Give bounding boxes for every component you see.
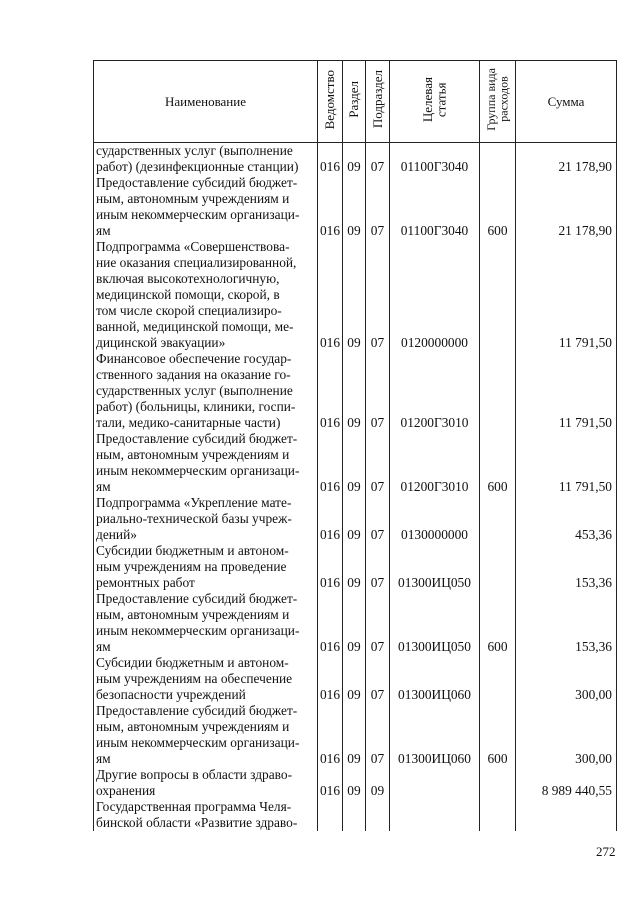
cell-celevaya-statya-text: 01100Г3040 xyxy=(400,223,469,238)
cell-vedomstvo-text: 016 xyxy=(319,639,341,654)
cell-podrazdel xyxy=(366,431,390,495)
cell-celevaya-statya xyxy=(390,799,480,831)
header-gruppa-vida-rashodov: Группа вида расходов xyxy=(480,61,516,143)
cell-celevaya-statya-text: 0120000000 xyxy=(401,335,468,350)
cell-name xyxy=(94,143,318,176)
cell-name-text: Предоставление субсидий бюджет- ным, автономным учреждениям и иным некоммерческим организаци- ям xyxy=(96,175,300,238)
cell-razdel xyxy=(343,431,366,495)
cell-summa xyxy=(516,591,617,655)
cell-razdel xyxy=(343,239,366,351)
cell-name xyxy=(94,655,318,703)
cell-razdel-text: 09 xyxy=(347,479,361,494)
table-header xyxy=(94,61,617,143)
table-row xyxy=(94,655,617,703)
table-row xyxy=(94,175,617,239)
cell-razdel xyxy=(343,143,366,176)
cell-name-text: Государственная программа Челя- бинской области «Развитие здраво- xyxy=(96,799,298,830)
cell-vedomstvo xyxy=(318,543,343,591)
table-row xyxy=(94,767,617,799)
cell-summa xyxy=(516,431,617,495)
cell-celevaya-statya xyxy=(390,495,480,543)
cell-gruppa-vida-rashodov xyxy=(480,799,516,831)
cell-vedomstvo-text: 016 xyxy=(319,415,341,430)
cell-vedomstvo xyxy=(318,767,343,799)
cell-vedomstvo xyxy=(318,495,343,543)
cell-razdel xyxy=(343,591,366,655)
cell-podrazdel-text: 07 xyxy=(370,575,385,590)
cell-razdel xyxy=(343,767,366,799)
cell-celevaya-statya xyxy=(390,175,480,239)
cell-summa-text: 11 791,50 xyxy=(558,335,612,350)
cell-vedomstvo-text: 016 xyxy=(319,687,341,702)
cell-podrazdel xyxy=(366,351,390,431)
cell-name xyxy=(94,543,318,591)
table-row xyxy=(94,495,617,543)
cell-vedomstvo-text: 016 xyxy=(319,335,341,350)
cell-summa-text: 153,36 xyxy=(575,639,612,654)
cell-summa-text: 453,36 xyxy=(575,527,612,542)
header-vedomstvo: Ведомство xyxy=(318,61,343,143)
cell-summa-text: 8 989 440,55 xyxy=(541,783,612,798)
cell-celevaya-statya-text: 01200Г3010 xyxy=(400,479,469,494)
cell-name xyxy=(94,591,318,655)
page-number: 272 xyxy=(596,844,616,859)
cell-celevaya-statya xyxy=(390,143,480,176)
cell-vedomstvo xyxy=(318,239,343,351)
cell-podrazdel xyxy=(366,495,390,543)
cell-vedomstvo-text: 016 xyxy=(319,159,341,174)
cell-summa xyxy=(516,703,617,767)
cell-name xyxy=(94,495,318,543)
cell-celevaya-statya xyxy=(390,591,480,655)
cell-vedomstvo-text: 016 xyxy=(319,479,341,494)
cell-name-text: Предоставление субсидий бюджет- ным, автономным учреждениям и иным некоммерческим организаци- ям xyxy=(96,591,300,654)
cell-name-text: Субсидии бюджетным и автоном- ным учреждениям на проведение ремонтных работ xyxy=(96,543,289,590)
cell-gruppa-vida-rashodov-text: 600 xyxy=(487,751,508,766)
cell-name xyxy=(94,239,318,351)
table-row xyxy=(94,351,617,431)
cell-razdel xyxy=(343,175,366,239)
cell-podrazdel-text: 07 xyxy=(370,479,385,494)
cell-summa xyxy=(516,143,617,176)
cell-summa xyxy=(516,351,617,431)
cell-razdel-text: 09 xyxy=(347,527,361,542)
cell-podrazdel xyxy=(366,767,390,799)
cell-name-text: сударственных услуг (выполнение работ) (дезинфекционные станции) xyxy=(96,143,299,174)
table-row xyxy=(94,239,617,351)
cell-podrazdel xyxy=(366,799,390,831)
cell-celevaya-statya-text: 01100Г3040 xyxy=(400,159,469,174)
cell-celevaya-statya xyxy=(390,543,480,591)
table-row xyxy=(94,143,617,176)
cell-podrazdel xyxy=(366,543,390,591)
cell-gruppa-vida-rashodov xyxy=(480,239,516,351)
header-name: Наименование xyxy=(94,61,318,143)
cell-vedomstvo xyxy=(318,175,343,239)
cell-celevaya-statya-text: 01300ИЦ060 xyxy=(398,687,471,702)
cell-summa-text: 21 178,90 xyxy=(558,223,612,238)
cell-celevaya-statya-text: 01300ИЦ050 xyxy=(398,575,471,590)
cell-podrazdel-text: 07 xyxy=(370,415,385,430)
cell-name-text: Другие вопросы в области здраво- охранения xyxy=(96,767,293,798)
cell-podrazdel-text: 07 xyxy=(370,335,385,350)
cell-razdel xyxy=(343,703,366,767)
cell-vedomstvo-text: 016 xyxy=(319,575,341,590)
cell-podrazdel-text: 07 xyxy=(370,751,385,766)
cell-summa xyxy=(516,495,617,543)
cell-razdel-text: 09 xyxy=(347,223,361,238)
cell-vedomstvo-text: 016 xyxy=(319,783,341,798)
cell-vedomstvo xyxy=(318,799,343,831)
cell-razdel-text: 09 xyxy=(347,415,361,430)
cell-summa xyxy=(516,767,617,799)
cell-razdel xyxy=(343,495,366,543)
cell-podrazdel xyxy=(366,143,390,176)
cell-name-text: Подпрограмма «Совершенствова- ние оказания специализированной, включая высокотехнологичную, медицинской помощи, скорой, в том числе скорой специализиро- ванной, медицинской помощи, ме- дицинской эвакуации» xyxy=(96,239,297,350)
cell-razdel xyxy=(343,543,366,591)
cell-summa xyxy=(516,655,617,703)
cell-name xyxy=(94,703,318,767)
cell-summa-text: 11 791,50 xyxy=(558,415,612,430)
cell-name-text: Субсидии бюджетным и автоном- ным учреждениям на обеспечение безопасности учреждений xyxy=(96,655,293,702)
cell-celevaya-statya-text: 0130000000 xyxy=(401,527,468,542)
cell-name xyxy=(94,351,318,431)
budget-table xyxy=(93,60,617,831)
cell-celevaya-statya-text: 01300ИЦ050 xyxy=(398,639,471,654)
cell-summa xyxy=(516,239,617,351)
cell-gruppa-vida-rashodov xyxy=(480,767,516,799)
cell-summa-text: 11 791,50 xyxy=(558,479,612,494)
cell-gruppa-vida-rashodov xyxy=(480,351,516,431)
cell-gruppa-vida-rashodov xyxy=(480,143,516,176)
cell-name-text: Подпрограмма «Укрепление мате- риально-технической базы учреж- дений» xyxy=(96,495,292,542)
cell-vedomstvo xyxy=(318,655,343,703)
cell-gruppa-vida-rashodov xyxy=(480,543,516,591)
cell-celevaya-statya xyxy=(390,703,480,767)
cell-razdel xyxy=(343,351,366,431)
cell-razdel-text: 09 xyxy=(347,783,361,798)
cell-name xyxy=(94,431,318,495)
cell-celevaya-statya xyxy=(390,655,480,703)
cell-gruppa-vida-rashodov xyxy=(480,175,516,239)
cell-podrazdel xyxy=(366,175,390,239)
cell-razdel-text: 09 xyxy=(347,159,361,174)
header-celevaya-statya: Целевая статья xyxy=(390,61,480,143)
cell-podrazdel xyxy=(366,239,390,351)
cell-podrazdel-text: 07 xyxy=(370,223,385,238)
cell-name xyxy=(94,175,318,239)
cell-name xyxy=(94,767,318,799)
cell-name-text: Финансовое обеспечение государ- ственного задания на оказание го- сударственных услуг (выполнение работ) (больницы, клиники, госпи- тали, медико-санитарные части) xyxy=(96,351,296,430)
cell-podrazdel-text: 07 xyxy=(370,687,385,702)
cell-summa-text: 153,36 xyxy=(575,575,612,590)
table-row xyxy=(94,431,617,495)
cell-summa xyxy=(516,543,617,591)
cell-razdel-text: 09 xyxy=(347,687,361,702)
cell-podrazdel xyxy=(366,703,390,767)
cell-razdel-text: 09 xyxy=(347,639,361,654)
cell-summa-text: 300,00 xyxy=(575,687,612,702)
cell-summa xyxy=(516,799,617,831)
cell-gruppa-vida-rashodov xyxy=(480,591,516,655)
cell-podrazdel-text: 09 xyxy=(370,783,385,798)
cell-podrazdel xyxy=(366,591,390,655)
cell-gruppa-vida-rashodov xyxy=(480,495,516,543)
cell-gruppa-vida-rashodov xyxy=(480,655,516,703)
cell-razdel xyxy=(343,655,366,703)
cell-celevaya-statya xyxy=(390,239,480,351)
cell-gruppa-vida-rashodov xyxy=(480,431,516,495)
cell-celevaya-statya-text: 01200Г3010 xyxy=(400,415,469,430)
cell-name-text: Предоставление субсидий бюджет- ным, автономным учреждениям и иным некоммерческим организаци- ям xyxy=(96,703,300,766)
cell-summa-text: 300,00 xyxy=(575,751,612,766)
cell-vedomstvo xyxy=(318,431,343,495)
cell-gruppa-vida-rashodov-text: 600 xyxy=(487,479,508,494)
cell-razdel-text: 09 xyxy=(347,335,361,350)
table-row xyxy=(94,703,617,767)
cell-podrazdel-text: 07 xyxy=(370,527,385,542)
table-body xyxy=(94,143,617,832)
cell-celevaya-statya-text: 01300ИЦ060 xyxy=(398,751,471,766)
header-podrazdel: Подраздел xyxy=(366,61,390,143)
table-row xyxy=(94,799,617,831)
cell-razdel-text: 09 xyxy=(347,751,361,766)
cell-summa xyxy=(516,175,617,239)
cell-gruppa-vida-rashodov xyxy=(480,703,516,767)
cell-summa-text: 21 178,90 xyxy=(558,159,612,174)
cell-vedomstvo xyxy=(318,143,343,176)
cell-celevaya-statya xyxy=(390,767,480,799)
cell-podrazdel-text: 07 xyxy=(370,159,385,174)
cell-vedomstvo-text: 016 xyxy=(319,527,341,542)
cell-name-text: Предоставление субсидий бюджет- ным, автономным учреждениям и иным некоммерческим организаци- ям xyxy=(96,431,300,494)
cell-vedomstvo xyxy=(318,351,343,431)
cell-vedomstvo-text: 016 xyxy=(319,223,341,238)
cell-gruppa-vida-rashodov-text: 600 xyxy=(487,223,508,238)
table-row xyxy=(94,543,617,591)
cell-celevaya-statya xyxy=(390,431,480,495)
table-row xyxy=(94,591,617,655)
cell-name xyxy=(94,799,318,831)
cell-vedomstvo-text: 016 xyxy=(319,751,341,766)
cell-celevaya-statya xyxy=(390,351,480,431)
header-razdel: Раздел xyxy=(343,61,366,143)
cell-vedomstvo xyxy=(318,703,343,767)
header-summa: Сумма xyxy=(516,61,617,143)
cell-vedomstvo xyxy=(318,591,343,655)
cell-razdel-text: 09 xyxy=(347,575,361,590)
cell-podrazdel xyxy=(366,655,390,703)
cell-razdel xyxy=(343,799,366,831)
cell-gruppa-vida-rashodov-text: 600 xyxy=(487,639,508,654)
cell-podrazdel-text: 07 xyxy=(370,639,385,654)
